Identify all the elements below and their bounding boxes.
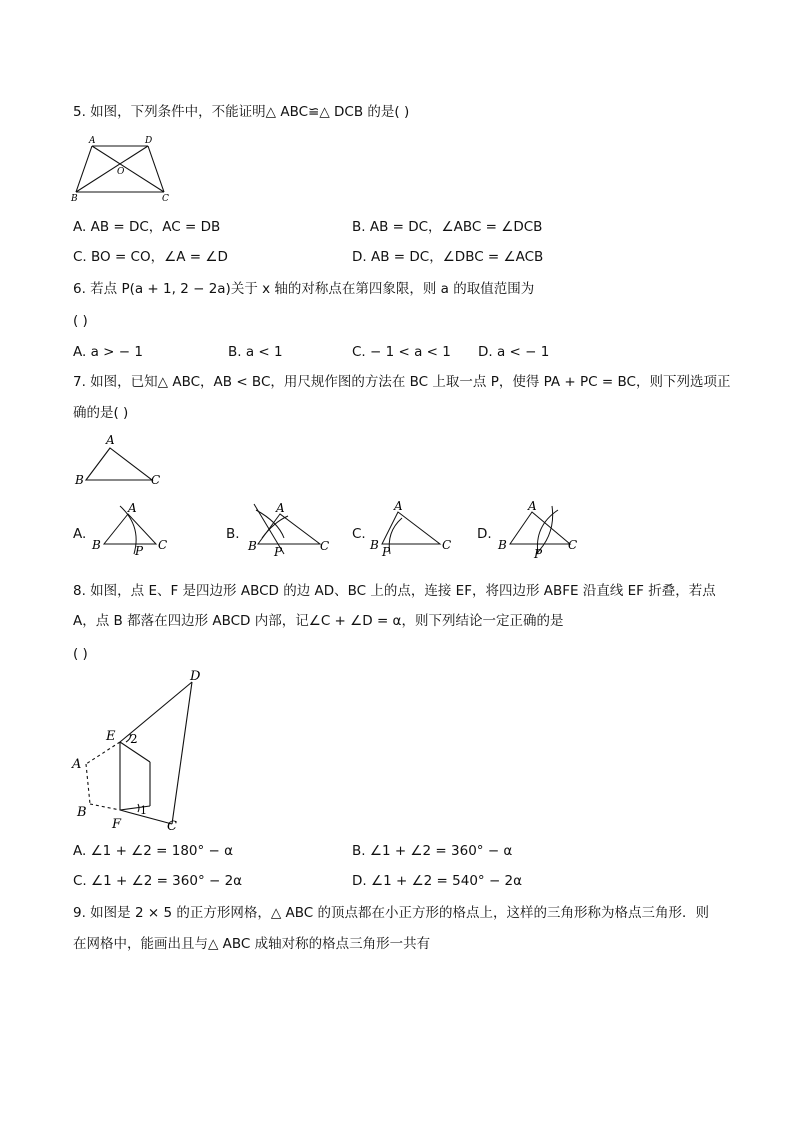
q6-option-c: C. − 1 < a < 1 xyxy=(352,344,451,360)
q8-option-c: C. ∠1 + ∠2 = 360° − 2α xyxy=(73,873,243,889)
svg-text:B: B xyxy=(92,538,101,552)
svg-text:P: P xyxy=(534,547,543,561)
q7-option-c: C. xyxy=(352,526,366,542)
svg-text:C: C xyxy=(320,539,330,553)
q6-option-a: A. a > − 1 xyxy=(73,344,143,360)
q8-label-a: A xyxy=(72,757,82,772)
q5-figure xyxy=(70,134,180,204)
svg-text:B: B xyxy=(498,538,507,552)
q7-stem-line1: 7. 如图，已知△ ABC，AB < BC，用尺规作图的方法在 BC 上取一点 P，使得 PA + PC = BC，则下列选项正 xyxy=(73,374,731,390)
q7-main-figure xyxy=(70,432,170,492)
q7-option-a: A. xyxy=(73,526,87,542)
svg-text:B: B xyxy=(370,538,379,552)
q7-label-b: B xyxy=(75,473,84,487)
q5-label-d: D xyxy=(145,136,153,146)
svg-text:C: C xyxy=(158,538,168,552)
q7-option-b-figure xyxy=(244,498,339,558)
q5-label-c: C xyxy=(162,194,169,204)
q7-option-d: D. xyxy=(477,526,492,542)
q7-option-c-figure xyxy=(368,498,458,558)
svg-text:A: A xyxy=(276,501,285,515)
q5-label-a: A xyxy=(89,136,96,146)
q7-option-a-figure xyxy=(90,498,180,558)
svg-text:A: A xyxy=(394,499,403,513)
q9-stem-line1: 9. 如图是 2 × 5 的正方形网格，△ ABC 的顶点都在小正方形的格点上，这样的三角形称为格点三角形．则 xyxy=(73,905,709,921)
q8-stem-line1: 8. 如图，点 E、F 是四边形 ABCD 的边 AD、BC 上的点，连接 EF，将四边形 ABFE 沿直线 EF 折叠，若点 xyxy=(73,583,716,599)
q6-stem: 6. 若点 P(a + 1, 2 − 2a)关于 x 轴的对称点在第四象限，则 a 的取值范围为 xyxy=(73,281,535,297)
q8-label-e: E xyxy=(106,729,116,744)
q8-option-b: B. ∠1 + ∠2 = 360° − α xyxy=(352,843,513,859)
q8-label-c: C xyxy=(167,819,177,834)
q5-option-b: B. AB = DC，∠ABC = ∠DCB xyxy=(352,219,543,235)
q9-stem-line2: 在网格中，能画出且与△ ABC 成轴对称的格点三角形一共有 xyxy=(73,936,431,952)
q7-label-c: C xyxy=(151,473,161,487)
q8-stem-line2: A，点 B 都落在四边形 ABCD 内部，记∠C + ∠D = α，则下列结论一定正确的是 xyxy=(73,613,564,629)
q8-option-a: A. ∠1 + ∠2 = 180° − α xyxy=(73,843,234,859)
q8-label-f: F xyxy=(112,817,122,832)
q5-label-b: B xyxy=(71,194,78,204)
q5-option-a: A. AB = DC，AC = DB xyxy=(73,219,221,235)
q5-stem: 5. 如图，下列条件中，不能证明△ ABC≌△ DCB 的是( ) xyxy=(73,104,410,120)
svg-text:A: A xyxy=(128,501,137,515)
q8-label-1: 1 xyxy=(140,804,147,817)
q6-option-b: B. a < 1 xyxy=(228,344,283,360)
q6-paren: ( ) xyxy=(73,313,88,329)
svg-text:B: B xyxy=(248,539,257,553)
svg-text:P: P xyxy=(382,545,391,559)
q7-option-b: B. xyxy=(226,526,240,542)
q8-paren: ( ) xyxy=(73,646,88,662)
q7-stem-line2: 确的是( ) xyxy=(73,405,129,421)
q7-option-d-figure xyxy=(494,498,589,561)
q5-label-o: O xyxy=(117,167,125,177)
q5-option-d: D. AB = DC，∠DBC = ∠ACB xyxy=(352,249,544,265)
q8-figure xyxy=(66,664,216,836)
svg-text:C: C xyxy=(442,538,452,552)
svg-text:A: A xyxy=(528,499,537,513)
q8-label-2: 2 xyxy=(130,732,138,746)
svg-text:P: P xyxy=(135,544,144,558)
q8-label-b: B xyxy=(77,805,87,820)
q7-label-a: A xyxy=(106,433,115,447)
svg-text:C: C xyxy=(568,538,578,552)
q6-option-d: D. a < − 1 xyxy=(478,344,550,360)
q8-option-d: D. ∠1 + ∠2 = 540° − 2α xyxy=(352,873,523,889)
q8-label-d: D xyxy=(190,669,201,684)
svg-text:P: P xyxy=(274,545,283,559)
q5-option-c: C. BO = CO，∠A = ∠D xyxy=(73,249,228,265)
